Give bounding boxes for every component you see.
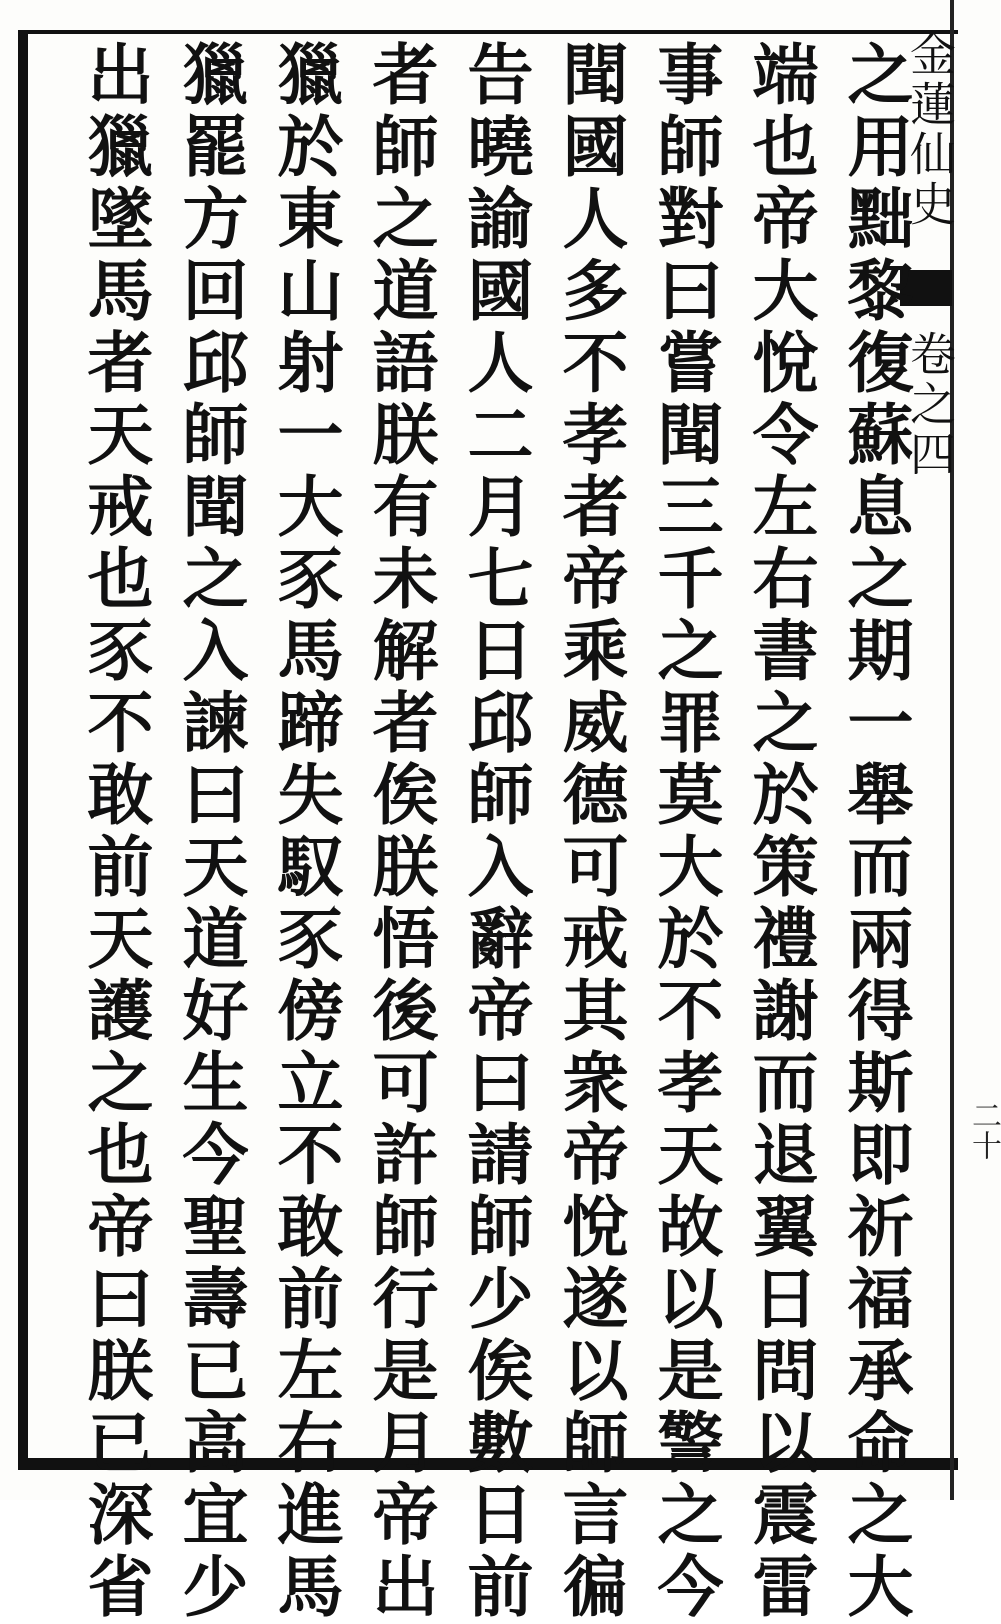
text-column-2: 端也帝大悅令左右書之於策禮謝而退翼日問以震雷	[741, 40, 819, 1624]
text-column-1: 之用黜黎復蘇息之期一舉而兩得斯即祈福承命之大	[836, 40, 914, 1624]
volume-label: 卷之四	[903, 330, 957, 480]
text-column-6: 者師之道語朕有未解者俟朕悟後可許師行是月帝出	[361, 40, 439, 1624]
text-body	[40, 40, 914, 1624]
text-column-5: 告曉諭國人二月七日邱師入辭帝曰請師少俟數日前	[456, 40, 534, 1624]
text-column-8: 獵罷方回邱師聞之入諫曰天道好生今聖壽已高宜少	[171, 40, 249, 1624]
text-column-4: 聞國人多不孝者帝乘威德可戒其衆帝悅遂以師言徧	[551, 40, 629, 1624]
text-column-3: 事師對曰嘗聞三千之罪莫大於不孝天故以是警之今	[646, 40, 724, 1624]
text-column-7: 獵於東山射一大豕馬蹄失馭豕傍立不敢前左右進馬	[266, 40, 344, 1624]
running-title: 金蓮仙史	[903, 30, 957, 230]
text-column-9: 出獵墜馬者天戒也豕不敢前天護之也帝曰朕已深省	[76, 40, 154, 1624]
leaf-number: 二十	[966, 1100, 1001, 1160]
